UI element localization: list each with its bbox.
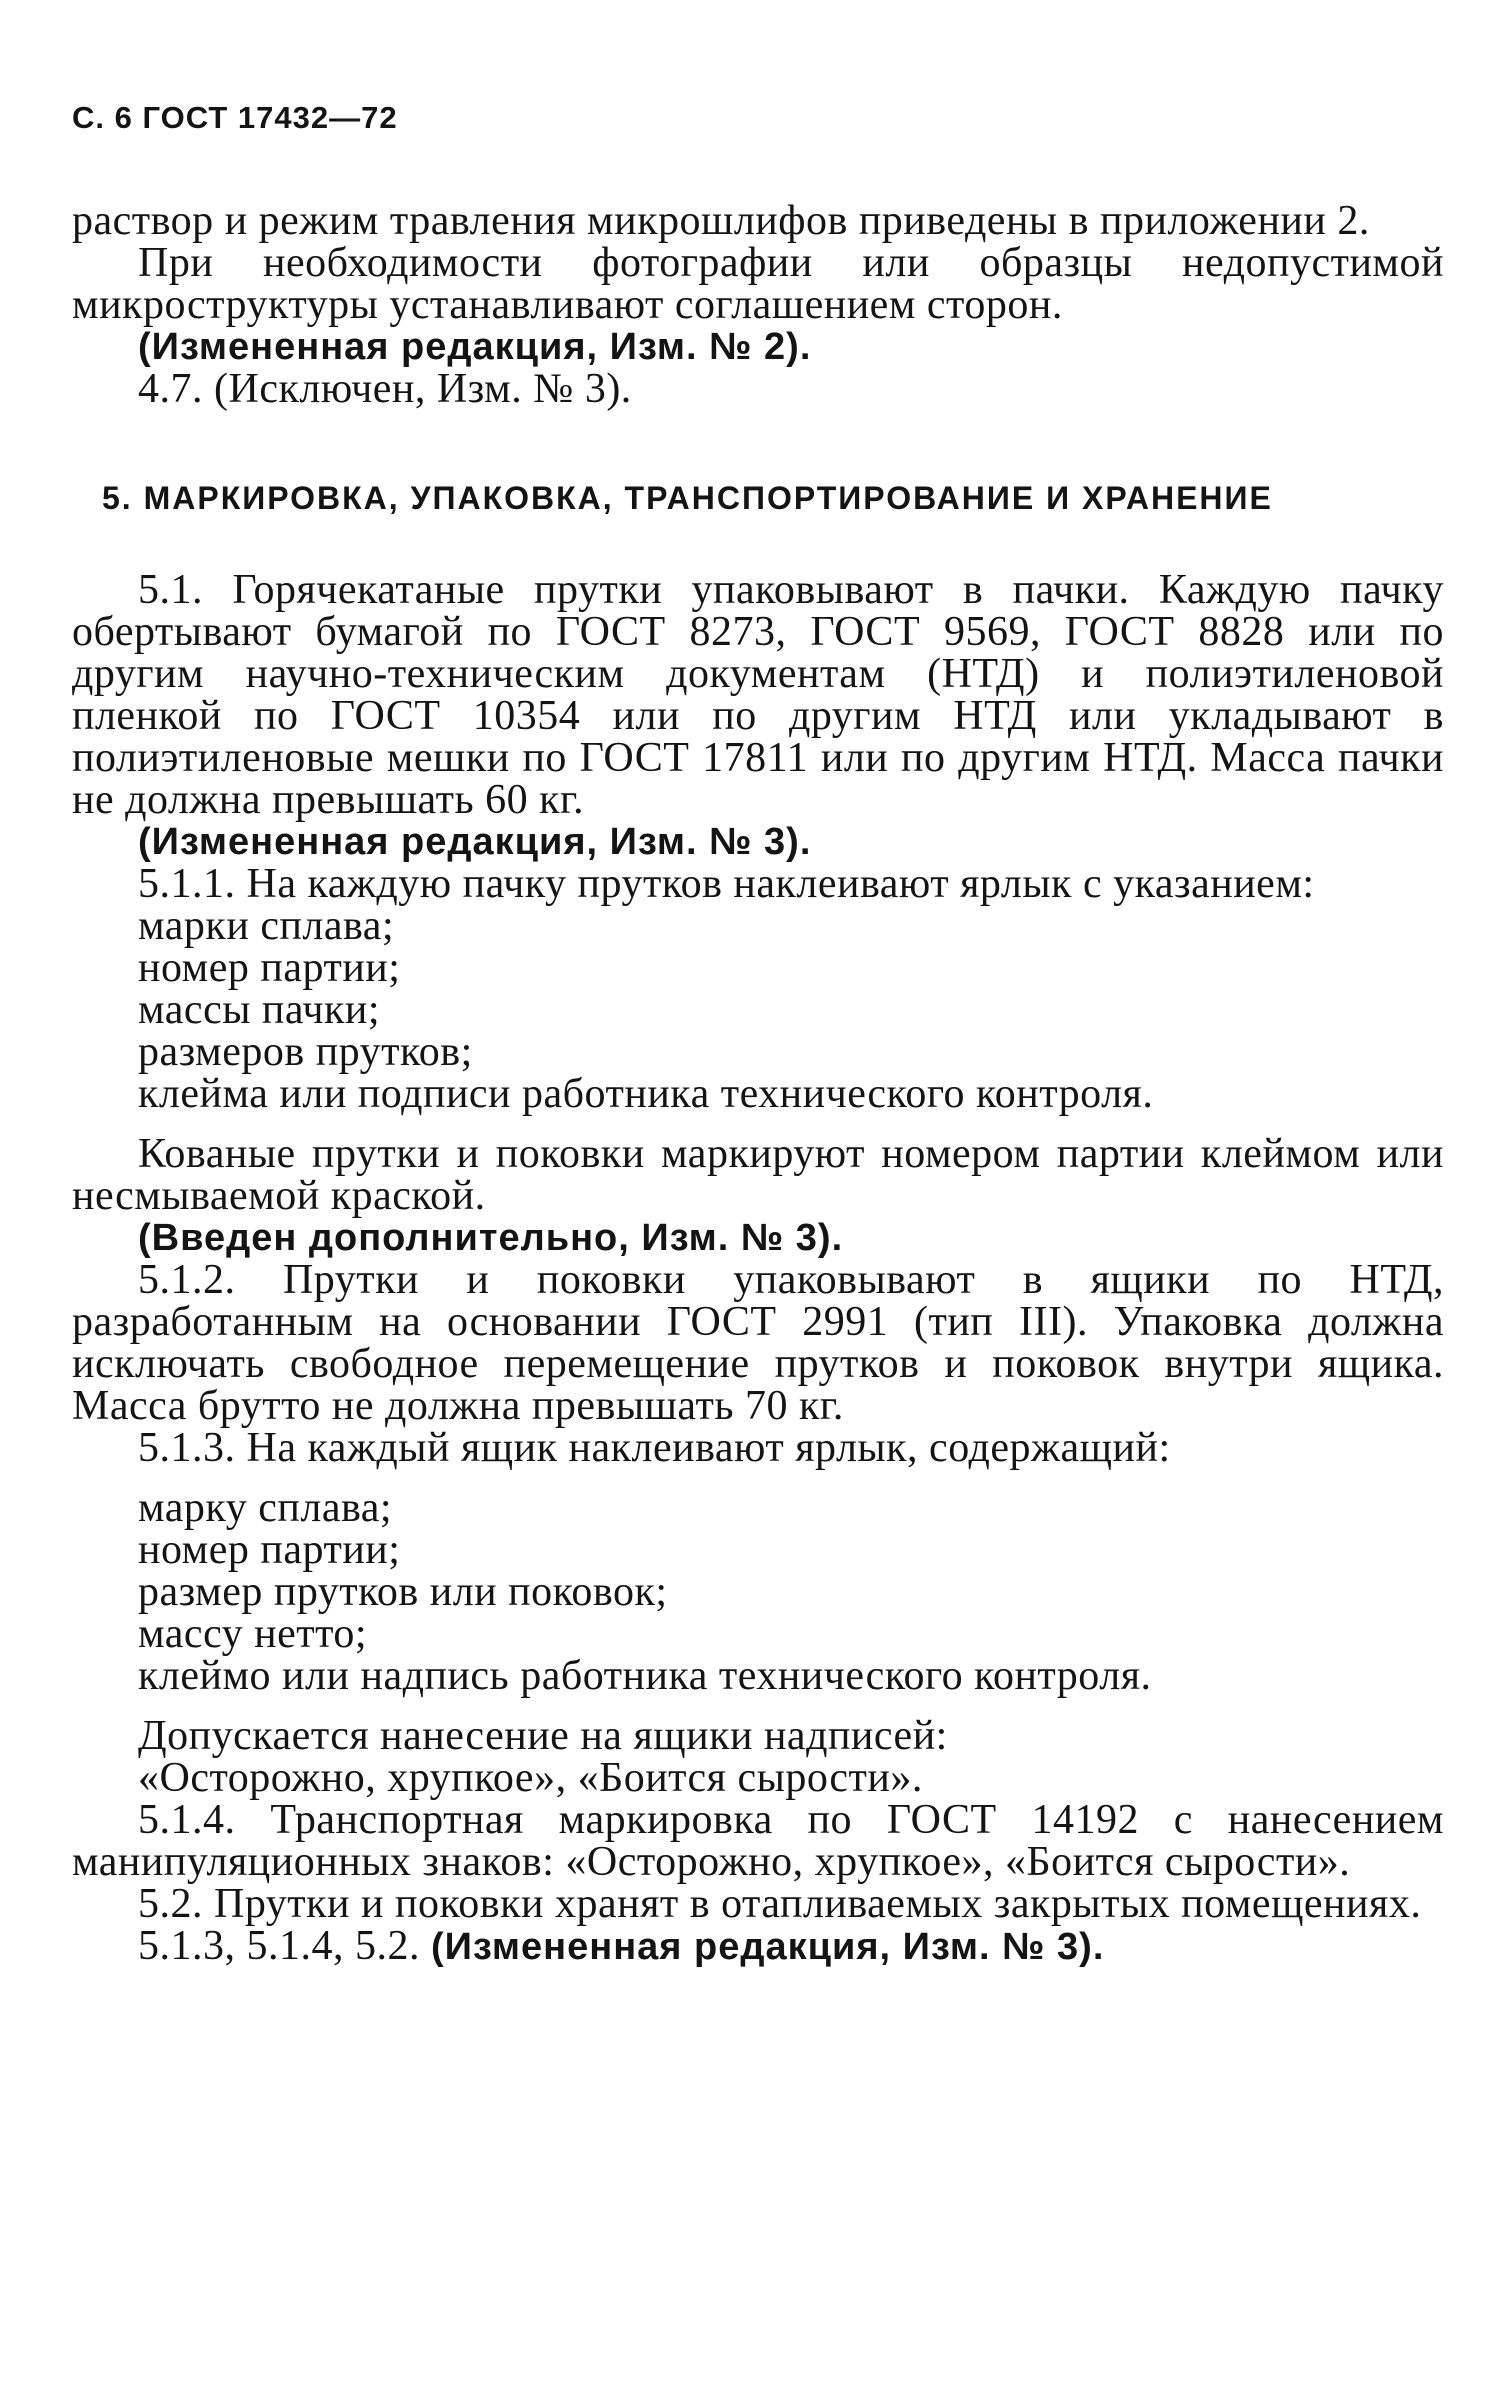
clause-5-1-4: 5.1.4. Транспортная маркировка по ГОСТ 14192 с нанесением манипуляционных знаков: «Осторожно, хрупкое», «Боится сырости». [72, 1797, 1444, 1885]
list-item: марку сплава; [138, 1485, 393, 1531]
final-clause-refs: 5.1.3, 5.1.4, 5.2. [138, 1923, 420, 1969]
list-item: массы пачки; [138, 987, 381, 1033]
list-item: клеймо или надпись работника технического контроля. [138, 1653, 1152, 1699]
amendment-note-2: (Измененная редакция, Изм. № 2). [138, 326, 812, 368]
paragraph-forged-bars: Кованые прутки и поковки маркируют номером партии клеймом или несмываемой краской. [72, 1131, 1444, 1219]
paragraph-allowed-labels: Допускается нанесение на ящики надписей: [138, 1713, 948, 1759]
paragraph-intro-2: При необходимости фотографии или образцы недопустимой микроструктуры устанавливают соглашением сторон. [72, 240, 1444, 328]
list-item: размер прутков или поковок; [138, 1569, 668, 1615]
document-page [72, 100, 1444, 1968]
clause-5-2: 5.2. Прутки и поковки хранят в отапливаемых закрытых помещениях. [138, 1881, 1422, 1927]
list-item: марки сплава; [138, 903, 395, 949]
final-amendment-note: (Измененная редакция, Изм. № 3). [431, 1926, 1105, 1968]
list-item: клейма или подписи работника технического контроля. [138, 1071, 1154, 1117]
clause-4-7-text: 4.7. (Исключен, Изм. № 3). [138, 366, 632, 412]
clause-5-1-3: 5.1.3. На каждый ящик наклеивают ярлык, содержащий: [138, 1425, 1171, 1471]
amendment-note-5-1: (Измененная редакция, Изм. № 3). [138, 821, 812, 863]
amendment-note-forged: (Введен дополнительно, Изм. № 3). [138, 1217, 844, 1259]
list-item: номер партии; [138, 945, 401, 991]
paragraph-allowed-labels-values: «Осторожно, хрупкое», «Боится сырости». [138, 1755, 923, 1801]
clause-5-1-1: 5.1.1. На каждую пачку прутков наклеивают ярлык с указанием: [138, 861, 1315, 907]
label-list-5-1-1 [72, 905, 1444, 1115]
paragraph-intro-1: раствор и режим травления микрошлифов приведены в приложении 2. [72, 198, 1370, 244]
list-item: размеров прутков; [138, 1029, 473, 1075]
clause-5-1-2: 5.1.2. Прутки и поковки упаковывают в ящики по НТД, разработанным на основании ГОСТ 2991 (тип III). Упаковка должна исключать свободное перемещение прутков и поковок внутри ящика. Масса брутто не должна превышать 70 кг. [72, 1257, 1444, 1429]
label-list-5-1-3 [72, 1487, 1444, 1697]
final-amendment-line [72, 1925, 1444, 1968]
page-header: С. 6 ГОСТ 17432—72 [72, 100, 398, 135]
section-5-title: 5. МАРКИРОВКА, УПАКОВКА, ТРАНСПОРТИРОВАНИЕ И ХРАНЕНИЕ [102, 480, 1273, 516]
clause-5-1: 5.1. Горячекатаные прутки упаковывают в пачки. Каждую пачку обертывают бумагой по ГОСТ 8273, ГОСТ 9569, ГОСТ 8828 или по другим научно-техническим документам (НТД) и полиэтиленовой пленкой по ГОСТ 10354 или по другим НТД или укладывают в полиэтиленовые мешки по ГОСТ 17811 или по другим НТД. Масса пачки не должна превышать 60 кг. [72, 567, 1444, 823]
list-item: массу нетто; [138, 1611, 368, 1657]
clause-4-7 [72, 368, 1444, 410]
list-item: номер партии; [138, 1527, 401, 1573]
